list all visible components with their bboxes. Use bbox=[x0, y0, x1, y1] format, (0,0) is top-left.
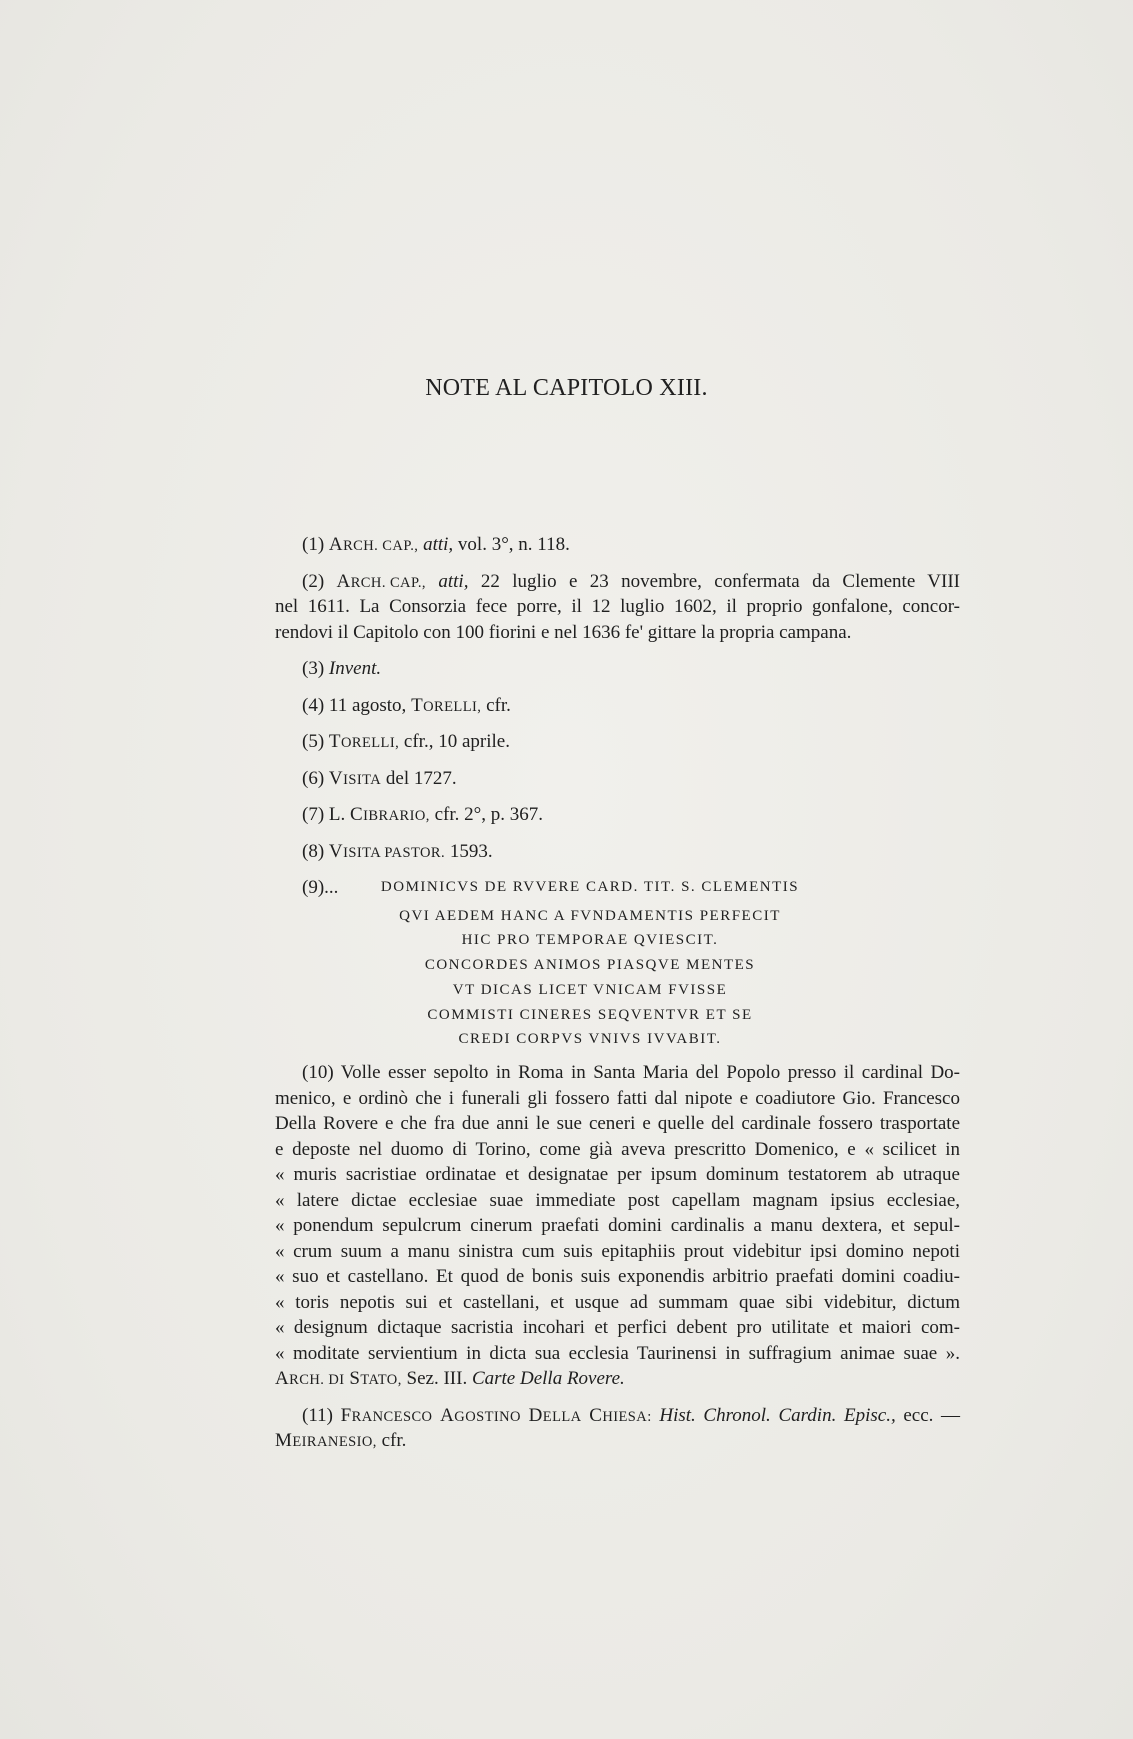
note-number: (9)... bbox=[302, 877, 339, 898]
note-text: Sez. III. bbox=[406, 1368, 468, 1390]
note-text: 22 luglio e 23 novembre, confermata da Clemente VIII bbox=[480, 570, 960, 592]
note-10-line-4: e deposte nel duomo di Torino, come già aveva prescritto Domenico, e « scilicet in bbox=[275, 1138, 960, 1160]
author-smallcaps: CHIESA: bbox=[589, 1404, 652, 1426]
note-2-line-2: nel 1611. La Consorzia fece porre, il 12 luglio 1602, il proprio gonfalone, concor- bbox=[275, 596, 960, 617]
note-text: 11 agosto, bbox=[328, 694, 407, 716]
note-text: Volle esser sepolto in Roma in Santa Maria del Popolo presso il cardinal Do- bbox=[340, 1062, 960, 1084]
note-1-line-1 bbox=[275, 532, 960, 558]
note-number: (4) bbox=[302, 694, 325, 716]
source-smallcaps: STATO, bbox=[349, 1368, 402, 1390]
note-number: (5) bbox=[302, 731, 325, 752]
note-3 bbox=[275, 656, 960, 682]
notes-block bbox=[275, 532, 960, 1454]
note-number: (6) bbox=[302, 767, 325, 789]
note-text: cfr. bbox=[381, 1430, 407, 1452]
note-8 bbox=[275, 839, 960, 865]
author-smallcaps: FRANCESCO bbox=[340, 1404, 433, 1426]
note-number: (2) bbox=[302, 570, 325, 592]
author-smallcaps: TORELLI, bbox=[328, 731, 400, 752]
inscription-line-3: HIC PRO TEMPORAE QVIESCIT. bbox=[461, 932, 719, 949]
note-text-italic: Invent. bbox=[328, 658, 382, 679]
note-text: 1593. bbox=[449, 840, 493, 862]
source-title-italic: Hist. Chronol. Cardin. Episc., bbox=[659, 1404, 896, 1426]
note-7-line-1 bbox=[275, 802, 960, 828]
note-6 bbox=[275, 766, 960, 792]
note-2-line-1 bbox=[275, 569, 960, 595]
inscription-line-1: DOMINICVS DE RVVERE CARD. TIT. S. CLEMENTIS bbox=[380, 879, 800, 895]
note-text: ecc. — bbox=[903, 1404, 961, 1426]
source-italic: atti, bbox=[423, 534, 454, 555]
source-italic: atti, bbox=[438, 570, 469, 592]
note-4 bbox=[275, 693, 960, 719]
source-smallcaps: ARCH. CAP., bbox=[336, 570, 426, 592]
inscription-line-7: CREDI CORPVS VNIVS IVVABIT. bbox=[458, 1031, 722, 1048]
note-10-line-10: « toris nepotis sui et castellani, et usque ad summam quae sibi videbitur, dictum bbox=[275, 1291, 960, 1313]
note-5 bbox=[275, 729, 960, 755]
note-number: (7) bbox=[302, 804, 325, 825]
page-title: NOTE AL CAPITOLO XIII. bbox=[425, 375, 708, 401]
note-11 bbox=[275, 1403, 960, 1454]
note-4-line-1 bbox=[275, 693, 960, 719]
note-9-line-1 bbox=[275, 875, 960, 901]
note-10-line-12: « moditate servientium in dicta sua ecclesia Taurinensi in suffragium animae suae ». bbox=[275, 1342, 960, 1364]
inscription-line-2: QVI AEDEM HANC A FVNDAMENTIS PERFECIT bbox=[399, 907, 781, 924]
note-1 bbox=[275, 532, 960, 558]
inscription-line-6: COMMISTI CINERES SEQVENTVR ET SE bbox=[427, 1006, 753, 1023]
note-10-line-1 bbox=[275, 1060, 960, 1086]
author-initial: L. bbox=[328, 804, 346, 825]
note-text: cfr. bbox=[486, 694, 511, 716]
note-text: cfr. 2°, p. 367. bbox=[434, 804, 543, 825]
note-2 bbox=[275, 569, 960, 646]
note-8-line-1 bbox=[275, 839, 960, 865]
note-10-line-9: « suo et castellano. Et quod de bonis suis exponendis arbitrio praefati domini coadiu- bbox=[275, 1266, 960, 1288]
inscription-line-5: VT DICAS LICET VNICAM FVISSE bbox=[452, 981, 728, 998]
note-10-line-7: « ponendum sepulcrum cinerum praefati domini cardinalis a manu dextera, et sepul- bbox=[275, 1215, 960, 1237]
source-smallcaps: VISITA PASTOR. bbox=[328, 840, 446, 862]
note-text: cfr., 10 aprile. bbox=[403, 731, 510, 752]
note-10-line-8: « crum suum a manu sinistra cum suis epitaphiis prout videbitur ipsi domino nepoti bbox=[275, 1240, 960, 1262]
note-3-line-1 bbox=[275, 656, 960, 682]
note-6-line-1 bbox=[275, 766, 960, 792]
author-smallcaps: CIBRARIO, bbox=[350, 804, 430, 825]
note-number: (1) bbox=[302, 534, 325, 555]
author-smallcaps: TORELLI, bbox=[411, 694, 482, 716]
note-number: (3) bbox=[302, 658, 325, 679]
note-10-line-3: Della Rovere e che fra due anni le sue ceneri e quelle del cardinale fossero trasportate bbox=[275, 1113, 960, 1135]
note-7 bbox=[275, 802, 960, 828]
note-5-line-1 bbox=[275, 729, 960, 755]
note-text: del 1727. bbox=[385, 767, 457, 789]
author-smallcaps: AGOSTINO bbox=[440, 1404, 521, 1426]
note-10-line-5: « muris sacristiae ordinatae et designatae per ipsum dominum testatorem ab utraque bbox=[275, 1164, 960, 1186]
note-10-line-13 bbox=[275, 1366, 960, 1392]
note-10 bbox=[275, 1060, 960, 1392]
source-title-italic: Carte Della Rovere. bbox=[471, 1368, 625, 1390]
source-smallcaps: ARCH. DI bbox=[275, 1368, 345, 1390]
author-smallcaps: MEIRANESIO, bbox=[275, 1430, 377, 1452]
note-number: (11) bbox=[302, 1404, 333, 1426]
note-10-line-11: « designum dictaque sacristia incohari et perfici debent pro utilitate et maiori com- bbox=[275, 1317, 960, 1339]
note-9 bbox=[275, 875, 960, 1052]
inscription-line-4: CONCORDES ANIMOS PIASQVE MENTES bbox=[424, 957, 756, 974]
source-smallcaps: ARCH. CAP., bbox=[328, 534, 419, 555]
note-number: (8) bbox=[302, 840, 325, 862]
note-10-line-6: « latere dictae ecclesiae suae immediate post capellam magnam ipsius ecclesiae, bbox=[275, 1189, 960, 1211]
note-11-line-2 bbox=[275, 1428, 960, 1454]
author-smallcaps: DELLA bbox=[528, 1404, 582, 1426]
note-10-line-2: menico, e ordinò che i funerali gli fossero fatti dal nipote e coadiutore Gio. Francesco bbox=[275, 1087, 960, 1109]
inscription bbox=[275, 904, 960, 1053]
note-11-line-1 bbox=[275, 1403, 960, 1429]
source-smallcaps: VISITA bbox=[328, 767, 382, 789]
note-text: vol. 3°, n. 118. bbox=[457, 534, 570, 555]
note-number: (10) bbox=[302, 1062, 334, 1084]
note-2-line-3: rendovi il Capitolo con 100 fiorini e nel 1636 fe' gittare la propria campana. bbox=[275, 621, 852, 643]
